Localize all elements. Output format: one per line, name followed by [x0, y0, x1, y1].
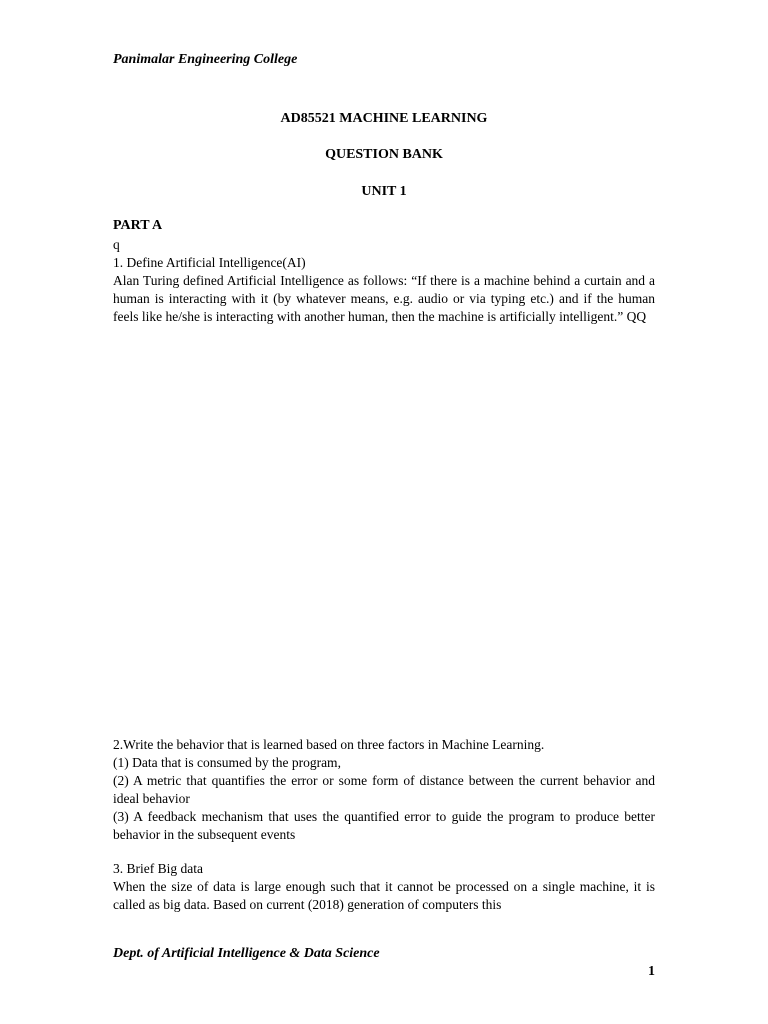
document-title: QUESTION BANK	[325, 147, 443, 162]
question-2-point-3: (3) A feedback mechanism that uses the quantified error to guide the program to produce better behavior in the subsequent events	[113, 809, 655, 842]
question-2-point-1: (1) Data that is consumed by the program,	[113, 755, 341, 770]
question-3-heading: 3. Brief Big data	[113, 861, 203, 876]
question-3	[113, 860, 655, 914]
question-1-heading: 1. Define Artificial Intelligence(AI)	[113, 255, 306, 270]
question-2	[113, 736, 655, 844]
page-number: 1	[648, 964, 655, 979]
unit-title: UNIT 1	[361, 184, 407, 199]
course-title: AD85521 MACHINE LEARNING	[280, 111, 488, 126]
question-1	[113, 254, 655, 326]
department-footer: Dept. of Artificial Intelligence & Data Science	[113, 946, 380, 961]
stray-character: q	[113, 237, 120, 252]
question-2-point-2: (2) A metric that quantifies the error or some form of distance between the current behavior and ideal behavior	[113, 773, 655, 806]
college-header: Panimalar Engineering College	[113, 52, 298, 67]
question-3-answer: When the size of data is large enough such that it cannot be processed on a single machine, it is called as big data. Based on current (2018) generation of computers this	[113, 879, 655, 912]
part-title: PART A	[113, 218, 163, 233]
question-1-answer: Alan Turing defined Artificial Intelligence as follows: “If there is a machine behind a curtain and a human is interacting with it (by whatever means, e.g. audio or via typing etc.) and if the human feels like he/she is interacting with another human, then the machine is artificially intelligent.” QQ	[113, 273, 655, 324]
question-2-heading: 2.Write the behavior that is learned based on three factors in Machine Learning.	[113, 737, 545, 752]
